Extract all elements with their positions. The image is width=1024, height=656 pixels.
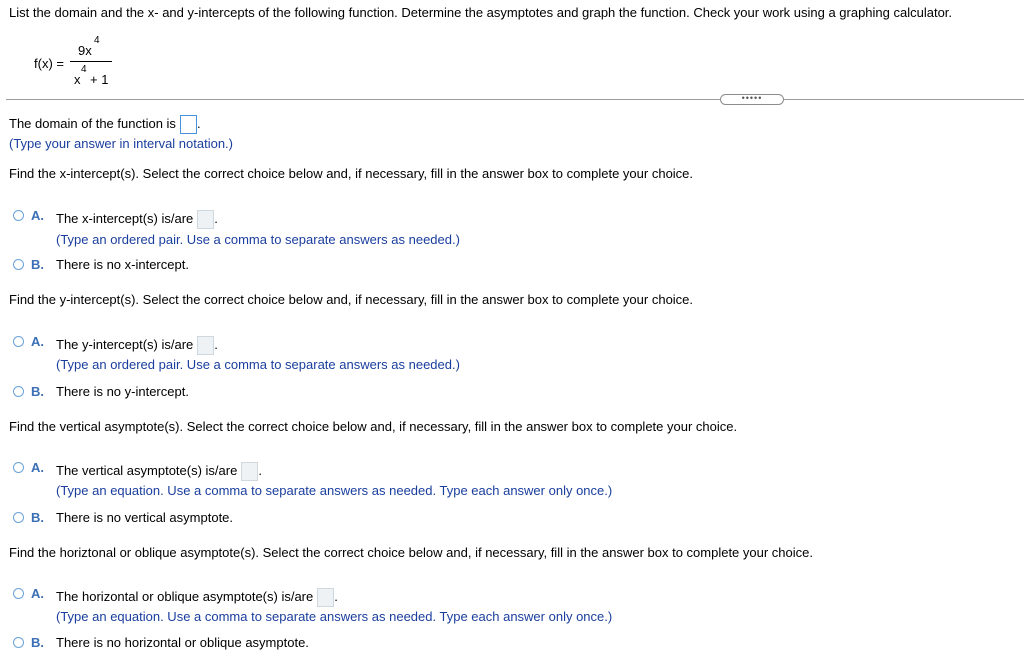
x-intercept-option-a-hint: (Type an ordered pair. Use a comma to separate answers as needed.): [56, 232, 460, 247]
y-intercept-option-a-radio[interactable]: [13, 336, 24, 347]
x-intercept-option-a-row: The x-intercept(s) is/are .: [56, 210, 218, 229]
denominator-exponent: 4: [81, 64, 87, 75]
y-intercept-answer-box[interactable]: [197, 336, 214, 355]
x-intercept-option-a-text: The x-intercept(s) is/are: [56, 210, 194, 226]
y-intercept-option-a-letter: A.: [31, 334, 44, 349]
vertical-asymptote-answer-box[interactable]: [241, 462, 258, 481]
more-options-button[interactable]: •••••: [720, 94, 784, 105]
vertical-asymptote-question: Find the vertical asymptote(s). Select the correct choice below and, if necessary, fill in the answer box to complete your choice.: [9, 419, 738, 434]
vertical-asymptote-option-a-row: The vertical asymptote(s) is/are .: [56, 462, 262, 481]
vertical-asymptote-option-a-text: The vertical asymptote(s) is/are: [56, 462, 238, 478]
domain-prompt: The domain of the function is: [9, 115, 176, 131]
fraction-bar: [70, 61, 112, 62]
vertical-asymptote-option-b-letter: B.: [31, 510, 44, 525]
vertical-asymptote-option-b-radio[interactable]: [13, 512, 24, 523]
vertical-asymptote-option-a-hint: (Type an equation. Use a comma to separate answers as needed. Type each answer only once.): [56, 483, 613, 498]
horizontal-asymptote-option-b-radio[interactable]: [13, 637, 24, 648]
vertical-asymptote-option-a-radio[interactable]: [13, 462, 24, 473]
y-intercept-option-b-radio[interactable]: [13, 386, 24, 397]
x-intercept-option-a-radio[interactable]: [13, 210, 24, 221]
horizontal-asymptote-option-a-radio[interactable]: [13, 588, 24, 599]
y-intercept-option-a-hint: (Type an ordered pair. Use a comma to separate answers as needed.): [56, 357, 460, 372]
denominator-base: x: [74, 72, 81, 87]
x-intercept-question: Find the x-intercept(s). Select the correct choice below and, if necessary, fill in the answer box to complete your choice.: [9, 166, 694, 181]
y-intercept-question: Find the y-intercept(s). Select the correct choice below and, if necessary, fill in the answer box to complete your choice.: [9, 292, 694, 307]
x-intercept-answer-box[interactable]: [197, 210, 214, 229]
y-intercept-option-b-text: There is no y-intercept.: [56, 384, 189, 399]
horizontal-asymptote-option-b-letter: B.: [31, 635, 44, 650]
domain-answer-box[interactable]: [180, 115, 197, 134]
section-divider: [6, 99, 1024, 100]
function-lhs: f(x) =: [34, 56, 64, 71]
horizontal-asymptote-option-a-text: The horizontal or oblique asymptote(s) is/are: [56, 588, 314, 604]
numerator-exponent: 4: [94, 35, 100, 46]
horizontal-asymptote-option-a-letter: A.: [31, 586, 44, 601]
horizontal-asymptote-answer-box[interactable]: [317, 588, 334, 607]
y-intercept-option-b-letter: B.: [31, 384, 44, 399]
x-intercept-option-b-radio[interactable]: [13, 259, 24, 270]
numerator-base: 9x: [78, 43, 92, 58]
horizontal-asymptote-option-b-text: There is no horizontal or oblique asymptote.: [56, 635, 309, 650]
horizontal-asymptote-question: Find the horiztonal or oblique asymptote(s). Select the correct choice below and, if necessary, fill in the answer box to complete your choice.: [9, 545, 813, 560]
y-intercept-option-a-text: The y-intercept(s) is/are: [56, 336, 194, 352]
vertical-asymptote-option-b-text: There is no vertical asymptote.: [56, 510, 234, 525]
instructions-text: List the domain and the x- and y-intercepts of the following function. Determine the asymptotes and graph the function. Check your work using a graphing calculator.: [9, 5, 953, 20]
x-intercept-option-b-text: There is no x-intercept.: [56, 257, 189, 272]
horizontal-asymptote-option-a-hint: (Type an equation. Use a comma to separate answers as needed. Type each answer only once.): [56, 609, 613, 624]
domain-row: [9, 115, 201, 134]
y-intercept-option-a-row: The y-intercept(s) is/are .: [56, 336, 218, 355]
vertical-asymptote-option-a-letter: A.: [31, 460, 44, 475]
x-intercept-option-a-letter: A.: [31, 208, 44, 223]
domain-period: .: [196, 115, 201, 131]
horizontal-asymptote-option-a-row: The horizontal or oblique asymptote(s) is/are .: [56, 588, 338, 607]
x-intercept-option-b-letter: B.: [31, 257, 44, 272]
domain-hint: (Type your answer in interval notation.): [9, 136, 233, 151]
denominator-rest: + 1: [90, 72, 109, 87]
